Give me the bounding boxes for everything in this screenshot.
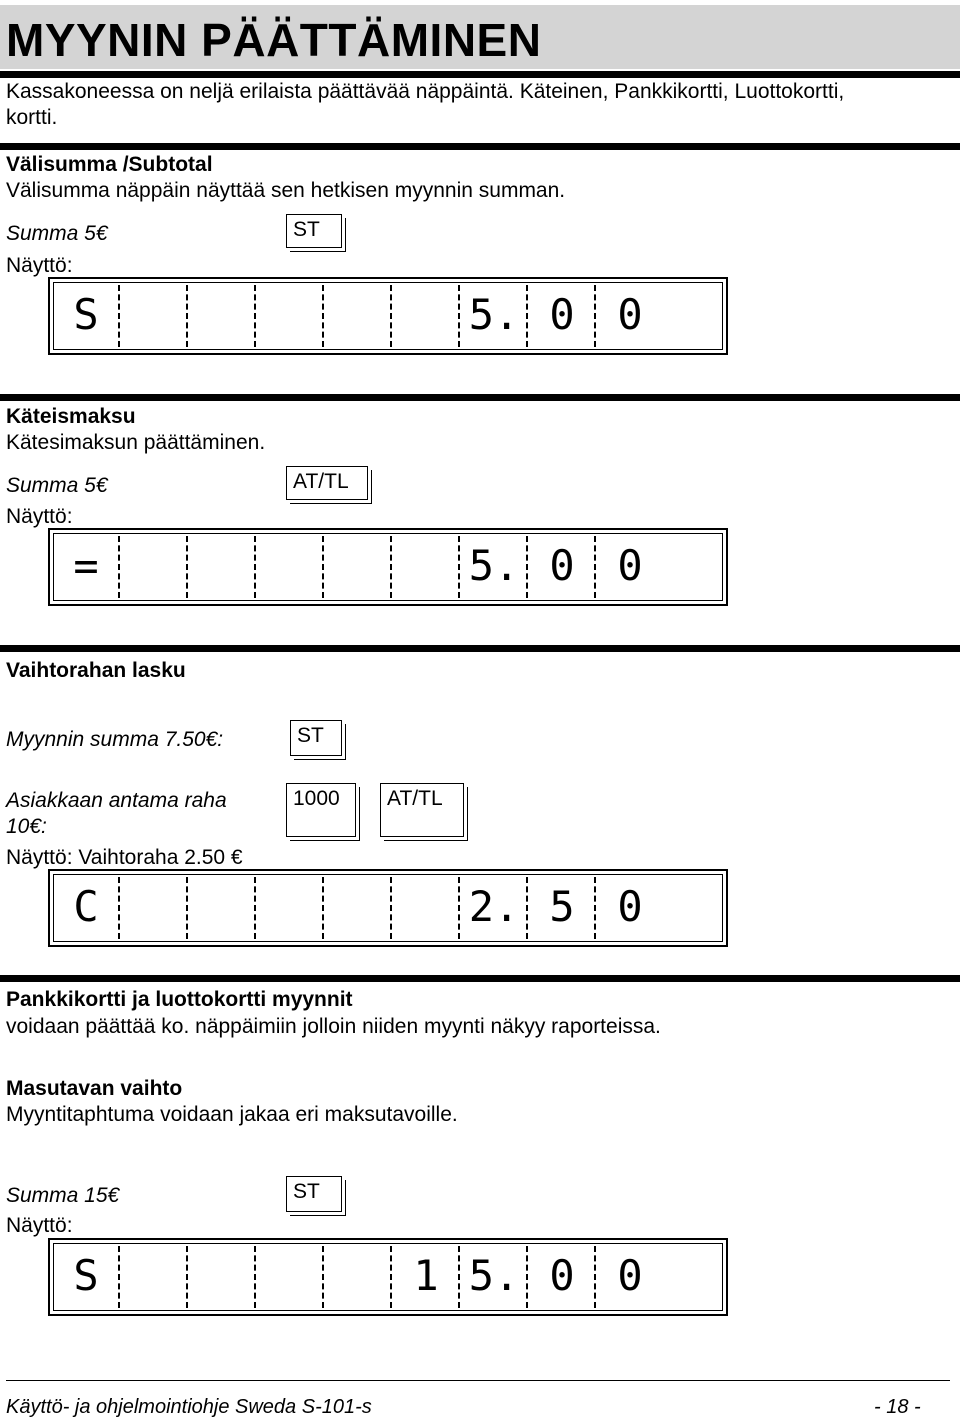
subtotal-sum-label: Summa 5€: [6, 222, 108, 245]
display-digit: 0: [617, 882, 643, 931]
display-separator: [458, 877, 460, 939]
register-display-cash: [48, 528, 728, 606]
split-sum-label: Summa 15€: [6, 1184, 120, 1207]
cash-description: Kätesimaksun päättäminen.: [6, 431, 266, 454]
display-separator: [118, 877, 120, 939]
display-separator: [254, 536, 256, 598]
subtotal-display-label: Näyttö:: [6, 254, 73, 277]
display-separator: [526, 1246, 528, 1308]
display-digit: 2.: [468, 882, 520, 931]
cash-display-label: Näyttö:: [6, 505, 73, 528]
display-digit: C: [73, 882, 99, 931]
display-separator: [594, 1246, 596, 1308]
display-separator: [390, 877, 392, 939]
change-paid-label-2: 10€:: [6, 815, 47, 838]
subtotal-description: Välisumma näppäin näyttää sen hetkisen myynnin summan.: [6, 179, 566, 202]
split-description: Myyntitaphtuma voidaan jakaa eri maksutavoille.: [6, 1103, 458, 1126]
display-digit: S: [73, 290, 99, 339]
display-separator: [322, 285, 324, 347]
display-separator: [390, 285, 392, 347]
change-sale-label: Myynnin summa 7.50€:: [6, 728, 224, 751]
display-separator: [254, 1246, 256, 1308]
display-separator: [458, 1246, 460, 1308]
display-digit: 5: [549, 882, 575, 931]
display-separator: [118, 285, 120, 347]
display-digit: 5.: [468, 1251, 520, 1300]
display-digit: 5.: [468, 541, 520, 590]
display-separator: [254, 285, 256, 347]
page-number: - 18 -: [874, 1396, 921, 1418]
display-separator: [526, 877, 528, 939]
change-heading: Vaihtorahan lasku: [6, 659, 186, 682]
st-key: ST: [286, 214, 342, 248]
at-tl-key: AT/TL: [286, 466, 368, 500]
display-digit: 0: [617, 1251, 643, 1300]
register-display-split: [48, 1238, 728, 1316]
register-display-change: [48, 869, 728, 947]
display-separator: [254, 877, 256, 939]
display-digit: 0: [617, 290, 643, 339]
footer-rule: [6, 1380, 950, 1381]
display-separator: [322, 877, 324, 939]
display-digit: 0: [617, 541, 643, 590]
display-separator: [458, 536, 460, 598]
display-separator: [118, 536, 120, 598]
display-separator: [322, 536, 324, 598]
display-digit: S: [73, 1251, 99, 1300]
display-separator: [594, 877, 596, 939]
at-tl-key: AT/TL: [380, 783, 464, 837]
footer-manual-title: Käyttö- ja ohjelmointiohje Sweda S-101-s: [6, 1396, 372, 1418]
display-separator: [390, 1246, 392, 1308]
display-digit: =: [73, 541, 99, 590]
cards-heading: Pankkikortti ja luottokortti myynnit: [6, 988, 353, 1011]
subtotal-heading: Välisumma /Subtotal: [6, 153, 213, 176]
display-separator: [118, 1246, 120, 1308]
display-separator: [390, 536, 392, 598]
intro-line-2: kortti.: [6, 106, 58, 129]
st-key: ST: [290, 720, 342, 756]
split-heading: Masutavan vaihto: [6, 1077, 183, 1100]
section-rule: [0, 394, 960, 401]
display-separator: [186, 1246, 188, 1308]
display-separator: [526, 536, 528, 598]
display-digit: 0: [549, 1251, 575, 1300]
display-separator: [186, 285, 188, 347]
display-digit: 0: [549, 290, 575, 339]
cash-sum-label: Summa 5€: [6, 474, 108, 497]
display-separator: [594, 285, 596, 347]
section-rule: [0, 645, 960, 652]
st-key: ST: [286, 1176, 342, 1212]
split-display-label: Näyttö:: [6, 1214, 73, 1237]
change-paid-label-1: Asiakkaan antama raha: [6, 789, 227, 812]
display-separator: [186, 536, 188, 598]
display-digit: 0: [549, 541, 575, 590]
display-separator: [594, 536, 596, 598]
display-separator: [322, 1246, 324, 1308]
change-display-label: Näyttö: Vaihtoraha 2.50 €: [6, 846, 243, 869]
register-display-subtotal: [48, 277, 728, 355]
section-rule: [0, 143, 960, 150]
display-digit: 5.: [468, 290, 520, 339]
display-separator: [186, 877, 188, 939]
display-digit: 1: [413, 1251, 439, 1300]
page-title: MYYNIN PÄÄTTÄMINEN: [6, 14, 542, 66]
display-separator: [458, 285, 460, 347]
display-separator: [526, 285, 528, 347]
title-rule: [0, 71, 960, 78]
section-rule: [0, 975, 960, 982]
cash-heading: Käteismaksu: [6, 405, 136, 428]
cards-description: voidaan päättää ko. näppäimiin jolloin niiden myynti näkyy raporteissa.: [6, 1015, 661, 1038]
intro-line-1: Kassakoneessa on neljä erilaista päättävää näppäintä. Käteinen, Pankkikortti, Luottokortti,: [6, 80, 845, 103]
amount-1000-key: 1000: [286, 783, 356, 837]
